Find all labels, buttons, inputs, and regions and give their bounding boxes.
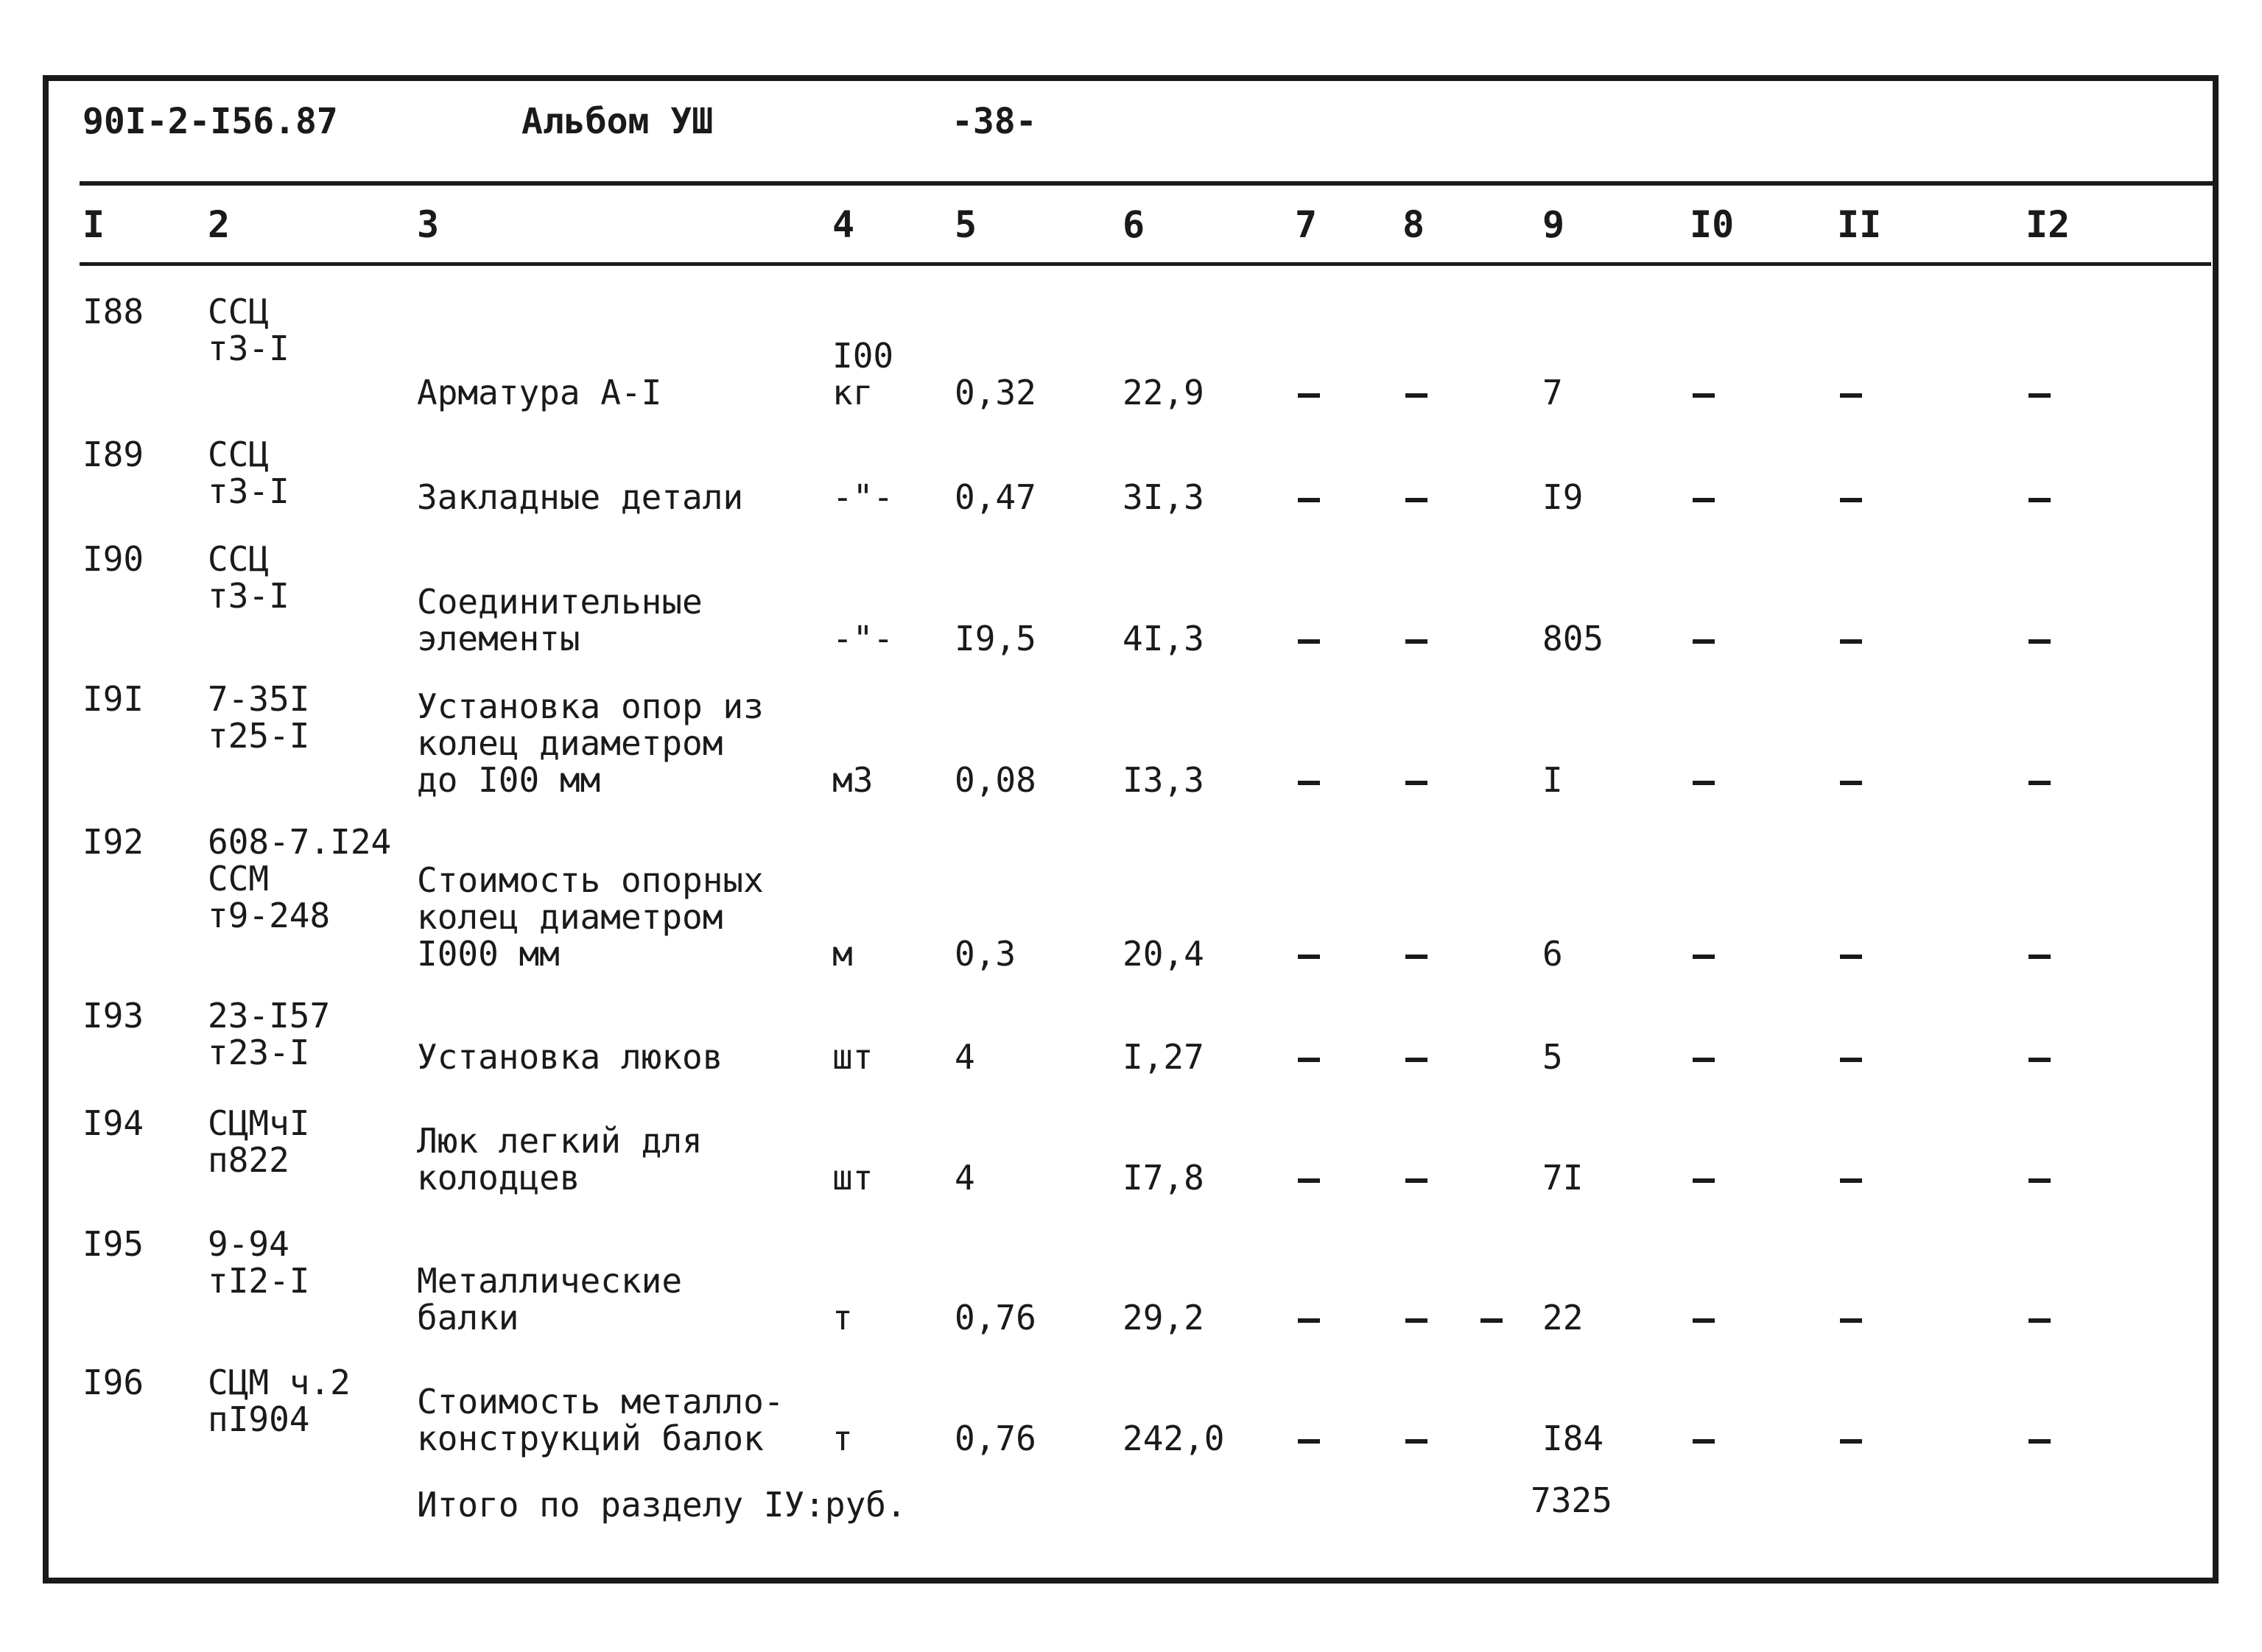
work-name: Установка люков: [417, 1037, 723, 1077]
work-name: Стоимость опорных колец диаметром I000 мм: [417, 860, 764, 974]
unit: шт: [832, 1037, 874, 1077]
dash-mark: [2029, 1318, 2051, 1323]
cell-price: 242,0: [1123, 1419, 1225, 1458]
cell-qty: 0,08: [955, 760, 1036, 800]
cell-c9: 805: [1542, 619, 1604, 658]
dash-mark: [1693, 393, 1715, 398]
column-number: 4: [832, 203, 855, 246]
total-label: Итого по разделу IУ:руб.: [417, 1485, 907, 1525]
dash-mark: [2029, 1178, 2051, 1183]
row-number: I92: [82, 822, 144, 862]
unit: т: [832, 1419, 853, 1458]
norm-code: ССЦ т3-I: [208, 539, 289, 616]
column-number: 7: [1295, 203, 1318, 246]
row-number: I95: [82, 1224, 144, 1264]
unit: -"-: [832, 477, 894, 517]
cell-price: 20,4: [1123, 934, 1204, 974]
row-number: I9I: [82, 679, 144, 719]
work-name: Соединительные элементы: [417, 582, 703, 658]
dash-mark: [1405, 639, 1427, 644]
dash-mark: [1405, 1318, 1427, 1323]
unit: шт: [832, 1158, 874, 1198]
dash-mark: [1840, 1058, 1862, 1062]
unit: м3: [832, 760, 874, 800]
dash-mark: [1693, 1318, 1715, 1323]
cell-qty: I9,5: [955, 619, 1036, 658]
unit: I00 кг: [832, 336, 894, 412]
dash-mark: [2029, 639, 2051, 644]
header-divider: [80, 181, 2219, 186]
dash-mark: [2029, 498, 2051, 502]
norm-code: СЦМчI п822: [208, 1103, 310, 1180]
cell-price: 22,9: [1123, 373, 1204, 412]
row-number: I90: [82, 539, 144, 579]
dash-mark: [2029, 393, 2051, 398]
dash-mark: [1298, 393, 1320, 398]
dash-mark: [1693, 1058, 1715, 1062]
work-name: Арматура А-I: [417, 373, 662, 412]
dash-mark: [1840, 1318, 1862, 1323]
dash-mark: [1840, 955, 1862, 959]
norm-code: ССЦ т3-I: [208, 292, 289, 368]
work-name: Установка опор из колец диаметром до I00 мм: [417, 686, 764, 800]
column-number: 6: [1123, 203, 1145, 246]
dash-mark: [2029, 955, 2051, 959]
cell-price: 3I,3: [1123, 477, 1204, 517]
cell-price: 29,2: [1123, 1298, 1204, 1338]
norm-code: 23-I57 т23-I: [208, 996, 331, 1072]
unit: -"-: [832, 619, 894, 658]
cell-c9: 7: [1542, 373, 1563, 412]
dash-mark: [1298, 955, 1320, 959]
row-number: I93: [82, 996, 144, 1036]
cell-qty: 0,32: [955, 373, 1036, 412]
unit: т: [832, 1298, 853, 1338]
norm-code: ССЦ т3-I: [208, 435, 289, 511]
doc-code: 90I-2-I56.87: [82, 101, 338, 142]
column-number: 2: [208, 203, 231, 246]
total-value: 7325: [1531, 1480, 1612, 1520]
column-number: I: [82, 203, 105, 246]
column-divider: [80, 262, 2211, 266]
dash-mark: [1840, 639, 1862, 644]
dash-mark: [2029, 1058, 2051, 1062]
dash-mark: [1693, 1439, 1715, 1444]
cell-c9: 7I: [1542, 1158, 1584, 1198]
column-number: I2: [2026, 203, 2070, 246]
unit: м: [832, 934, 853, 974]
norm-code: 7-35I т25-I: [208, 679, 310, 756]
cell-qty: 0,76: [955, 1298, 1036, 1338]
cell-qty: 4: [955, 1037, 975, 1077]
dash-mark: [1298, 1178, 1320, 1183]
cell-qty: 0,47: [955, 477, 1036, 517]
work-name: Металлические балки: [417, 1261, 683, 1338]
dash-mark: [1298, 639, 1320, 644]
dash-mark: [1840, 498, 1862, 502]
dash-mark: [1840, 1439, 1862, 1444]
dash-mark: [1298, 1439, 1320, 1444]
column-number: I0: [1690, 203, 1735, 246]
cell-qty: 0,76: [955, 1419, 1036, 1458]
dash-mark: [1693, 639, 1715, 644]
cell-qty: 4: [955, 1158, 975, 1198]
dash-mark: [1298, 498, 1320, 502]
dash-mark: [2029, 1439, 2051, 1444]
cell-c9: 22: [1542, 1298, 1584, 1338]
dash-mark: [1405, 1058, 1427, 1062]
cell-qty: 0,3: [955, 934, 1016, 974]
dash-mark: [1693, 781, 1715, 785]
column-number: 9: [1542, 203, 1565, 246]
dash-mark: [1298, 1318, 1320, 1323]
dash-mark: [1840, 1178, 1862, 1183]
dash-mark: [2029, 781, 2051, 785]
cell-price: I7,8: [1123, 1158, 1204, 1198]
dash-mark: [1405, 955, 1427, 959]
work-name: Закладные детали: [417, 477, 744, 517]
row-number: I94: [82, 1103, 144, 1143]
cell-c9: 5: [1542, 1037, 1563, 1077]
norm-code: 608-7.I24 ССМ т9-248: [208, 822, 392, 935]
dash-mark: [1405, 1439, 1427, 1444]
album-title: Альбом УШ: [521, 101, 714, 142]
row-number: I89: [82, 435, 144, 474]
dash-mark: [1405, 498, 1427, 502]
dash-mark: [1840, 393, 1862, 398]
work-name: Люк легкий для колодцев: [417, 1121, 703, 1198]
column-number: 5: [955, 203, 977, 246]
column-number: 8: [1402, 203, 1425, 246]
page-number: -38-: [952, 101, 1037, 142]
dash-mark: [1481, 1318, 1503, 1323]
dash-mark: [1405, 1178, 1427, 1183]
dash-mark: [1693, 955, 1715, 959]
cell-c9: I84: [1542, 1419, 1604, 1458]
dash-mark: [1693, 1178, 1715, 1183]
dash-mark: [1298, 1058, 1320, 1062]
dash-mark: [1840, 781, 1862, 785]
cell-c9: I9: [1542, 477, 1584, 517]
cell-price: 4I,3: [1123, 619, 1204, 658]
norm-code: 9-94 тI2-I: [208, 1224, 310, 1301]
dash-mark: [1298, 781, 1320, 785]
cell-c9: I: [1542, 760, 1563, 800]
cell-c9: 6: [1542, 934, 1563, 974]
dash-mark: [1693, 498, 1715, 502]
work-name: Стоимость металло- конструкций балок: [417, 1382, 784, 1458]
dash-mark: [1405, 393, 1427, 398]
column-number: 3: [417, 203, 440, 246]
row-number: I88: [82, 292, 144, 331]
dash-mark: [1405, 781, 1427, 785]
norm-code: СЦМ ч.2 пI904: [208, 1363, 351, 1439]
row-number: I96: [82, 1363, 144, 1402]
column-number: II: [1837, 203, 1882, 246]
cell-price: I3,3: [1123, 760, 1204, 800]
cell-price: I,27: [1123, 1037, 1204, 1077]
